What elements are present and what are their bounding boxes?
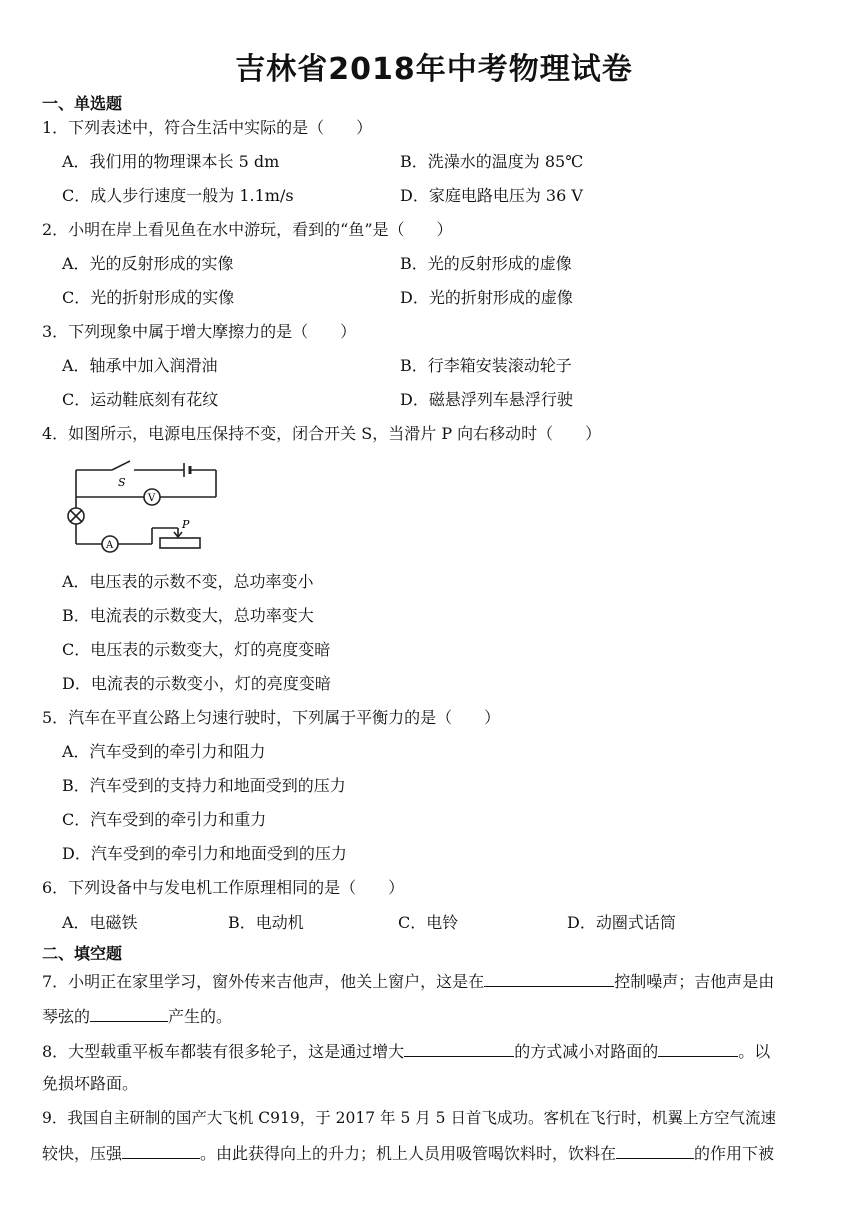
section-heading-fill-blank: 二、填空题 <box>42 944 123 963</box>
answer-blank[interactable] <box>616 1142 694 1159</box>
question-9-text-4: 的作用下被 <box>694 1144 775 1163</box>
question-5-option-a: A．汽车受到的牵引力和阻力 <box>62 742 266 761</box>
answer-blank[interactable] <box>404 1040 514 1057</box>
question-5-stem: 5．汽车在平直公路上匀速行驶时，下列属于平衡力的是（ ） <box>42 708 501 727</box>
question-4-stem: 4．如图所示，电源电压保持不变，闭合开关 S，当滑片 P 向右移动时（ ） <box>42 424 602 443</box>
answer-blank[interactable] <box>122 1142 200 1159</box>
question-8-text-2: 的方式减小对路面的 <box>514 1042 659 1061</box>
question-4-option-a: A．电压表的示数不变，总功率变小 <box>62 572 314 591</box>
question-2-option-c: C．光的折射形成的实像 <box>62 288 235 307</box>
question-7-line-2 <box>42 1005 232 1027</box>
question-4-option-d: D．电流表的示数变小，灯的亮度变暗 <box>62 674 331 693</box>
answer-blank[interactable] <box>658 1040 738 1057</box>
question-9-text-2: 较快，压强 <box>42 1144 123 1163</box>
question-9-text-3: 。由此获得向上的升力；机上人员用吸管喝饮料时，饮料在 <box>200 1144 617 1163</box>
question-7-text-2: 控制噪声；吉他声是由 <box>614 972 775 991</box>
question-6-option-a: A．电磁铁 <box>62 913 138 932</box>
question-3-option-c: C．运动鞋底刻有花纹 <box>62 390 219 409</box>
answer-blank[interactable] <box>484 970 614 987</box>
question-8-text-3: 。以 <box>738 1042 771 1061</box>
ammeter-label: A <box>106 540 114 551</box>
question-2-option-a: A．光的反射形成的实像 <box>62 254 234 273</box>
question-9-line-2 <box>42 1142 774 1164</box>
question-5-option-b: B．汽车受到的支持力和地面受到的压力 <box>62 776 346 795</box>
question-6-option-d: D．动圈式话筒 <box>567 913 676 932</box>
question-1-option-a: A．我们用的物理课本长 5 dm <box>62 152 280 171</box>
question-4-option-b: B．电流表的示数变大，总功率变大 <box>62 606 314 625</box>
slider-label: P <box>182 518 190 531</box>
circuit-diagram <box>64 456 226 556</box>
question-2-stem: 2．小明在岸上看见鱼在水中游玩，看到的“鱼”是（ ） <box>42 220 453 239</box>
section-heading-single-choice: 一、单选题 <box>42 94 123 113</box>
question-4-option-c: C．电压表的示数变大，灯的亮度变暗 <box>62 640 331 659</box>
question-7-text-3: 琴弦的 <box>42 1007 91 1026</box>
question-1-stem: 1．下列表述中，符合生活中实际的是（ ） <box>42 118 373 137</box>
question-6-option-c: C．电铃 <box>398 913 459 932</box>
exam-title: 吉林省2018年中考物理试卷 <box>235 52 633 87</box>
question-3-option-b: B．行李箱安装滚动轮子 <box>400 356 572 375</box>
question-6-option-b: B．电动机 <box>228 913 304 932</box>
question-7-line-1 <box>42 970 774 992</box>
answer-blank[interactable] <box>90 1005 168 1022</box>
question-3-option-d: D．磁悬浮列车悬浮行驶 <box>400 390 573 409</box>
question-6-stem: 6．下列设备中与发电机工作原理相同的是（ ） <box>42 878 405 897</box>
question-8-line-1 <box>42 1040 770 1062</box>
question-8-text-1: 8．大型载重平板车都装有很多轮子，这是通过增大 <box>42 1042 405 1061</box>
voltmeter-label: V <box>148 493 156 504</box>
question-5-option-d: D．汽车受到的牵引力和地面受到的压力 <box>62 844 347 863</box>
question-3-stem: 3．下列现象中属于增大摩擦力的是（ ） <box>42 322 357 341</box>
question-7-text-1: 7．小明正在家里学习，窗外传来吉他声，他关上窗户，这是在 <box>42 972 485 991</box>
question-2-option-d: D．光的折射形成的虚像 <box>400 288 573 307</box>
question-3-option-a: A．轴承中加入润滑油 <box>62 356 218 375</box>
question-8-line-2: 免损坏路面。 <box>42 1074 139 1093</box>
question-2-option-b: B．光的反射形成的虚像 <box>400 254 572 273</box>
question-1-option-d: D．家庭电路电压为 36 V <box>400 186 583 205</box>
question-9-line-1: 9．我国自主研制的国产大飞机 C919，于 2017 年 5 月 5 日首飞成功。客机在飞行时，机翼上方空气流速 <box>42 1109 776 1127</box>
question-1-option-b: B．洗澡水的温度为 85℃ <box>400 152 584 171</box>
question-7-text-4: 产生的。 <box>168 1007 233 1026</box>
switch-label: S <box>118 476 126 489</box>
question-5-option-c: C．汽车受到的牵引力和重力 <box>62 810 267 829</box>
question-1-option-c: C．成人步行速度一般为 1.1m/s <box>62 186 294 205</box>
